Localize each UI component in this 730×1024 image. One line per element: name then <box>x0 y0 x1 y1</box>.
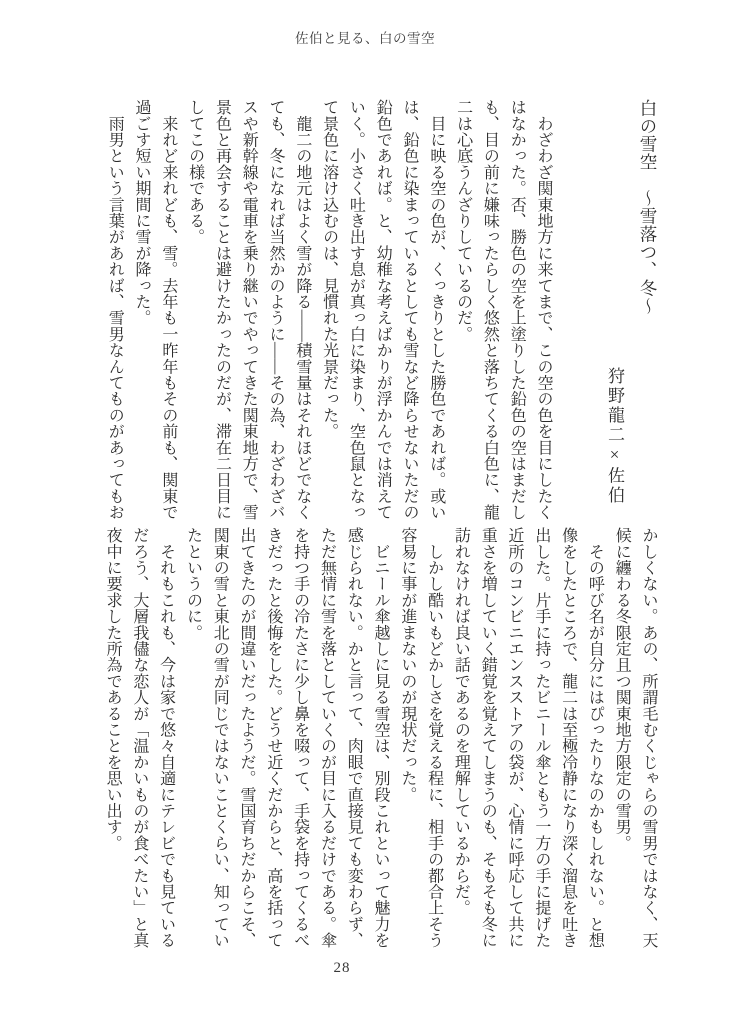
text-line: わざわざ関東地方に来てまで、この空の色を目にしたく <box>535 99 552 521</box>
text-line: を持つ手の冷たさに少し鼻を啜って、手袋を持ってくるべ <box>291 527 309 949</box>
text-line: 像をしたところで、龍二は至極冷静になり深く溜息を吐き <box>559 527 577 949</box>
text-line: 訪れなければ良い話であるのを理解しているからだ。 <box>452 527 470 916</box>
story-title: 白の雪空 ～雪落つ、冬～ <box>638 99 658 315</box>
text-line: 容易に事が進まないのが現状だった。 <box>398 527 416 803</box>
text-line: それもこれも、今は家で悠々自適にテレビでも見ている <box>157 527 175 949</box>
text-line: も、目の前に嫌味ったらしく悠然と落ちてくる白色に、龍 <box>481 99 499 521</box>
text-line: 二は心底うんざりしているのだ。 <box>454 99 472 342</box>
text-line: 夜中に要求した所為であることを思い出す。 <box>104 527 122 851</box>
text-line: 候に纏わる冬限定且つ関東地方限定の雪男。 <box>613 527 631 851</box>
upper-band-lines <box>100 99 556 519</box>
text-line: 来れど来れども、雪。去年も一昨年もその前も、関東で <box>159 99 177 521</box>
text-line: 過ごす短い期間に雪が降った。 <box>133 99 151 326</box>
text-line: してこの様である。 <box>186 99 204 245</box>
text-line: かしくない。あの、所謂毛むくじゃらの雪男ではなく、天 <box>640 527 657 949</box>
page-number: 28 <box>333 960 351 976</box>
text-line: 関東の雪と東北の雪が同じではないことくらい、知ってい <box>211 527 229 949</box>
text-line: だろう、大層我儘な恋人が「温かいものが食べたい」と真 <box>130 527 148 949</box>
text-line: たというのに。 <box>184 527 202 641</box>
story-author: 狩野龍二×佐伯 <box>605 367 624 506</box>
text-line: 出てきたのが間違いだったようだ。雪国育ちだからこそ、 <box>238 527 256 949</box>
text-line: はなかった。否、勝色の空を上塗りした鉛色の空はまだし <box>508 99 526 521</box>
text-line: しかし酷いもどかしさを覚える程に、相手の都合上そう <box>425 527 443 949</box>
text-line: 重さを増していく錯覚を覚えてしまうのも、そもそも冬に <box>479 527 497 949</box>
text-line: 出した。片手に持ったビニール傘ともう一方の手に提げた <box>532 527 550 949</box>
text-line: きだったと後悔をした。どうせ近くだからと、高を括って <box>264 527 282 949</box>
text-line: て景色に溶け込むのは、見慣れた光景だった。 <box>320 99 338 440</box>
text-line: 目に映る空の色が、くっきりとした勝色であれば。或い <box>427 99 445 521</box>
upper-text-band <box>100 99 661 519</box>
text-line: スや新幹線や電車を乗り継いでやってきた関東地方で、雪 <box>240 99 258 521</box>
lower-text-band <box>98 527 661 947</box>
text-line: 感じられない。かと言って、肉眼で直接見ても変わらず、 <box>345 527 363 949</box>
text-line: は、鉛色に染まっているとしても雪など降らせないただの <box>401 99 419 521</box>
text-line: 龍二の地元はよく雪が降る――積雪量はそれほどでなく <box>293 99 311 521</box>
text-line: その呼び名が自分にはぴったりなのかもしれない。と想 <box>586 527 604 949</box>
text-line: ただ無情に雪を落としていくのが目に入るだけである。傘 <box>318 527 336 949</box>
text-line: 景色と再会することは避けたかったのだが、滞在二日目に <box>213 99 231 521</box>
text-line: 鉛色であれば。と、幼稚な考えばかりが浮かんでは消えて <box>374 99 392 521</box>
text-line: いく。小さく吐き出す息が真っ白に染まり、空色鼠となっ <box>347 99 365 521</box>
text-line: 近所のコンビニエンスストアの袋が、心情に呼応して共に <box>506 527 524 949</box>
text-line: ても、冬になれば当然かのように――その為、わざわざバ <box>267 99 285 521</box>
text-line: ビニール傘越しに見る雪空は、別段これといって魅力を <box>372 527 390 949</box>
text-line: 雨男という言葉があれば、雪男なんてものがあってもお <box>106 99 124 521</box>
running-header: 佐伯と見る、白の雪空 <box>295 31 435 46</box>
